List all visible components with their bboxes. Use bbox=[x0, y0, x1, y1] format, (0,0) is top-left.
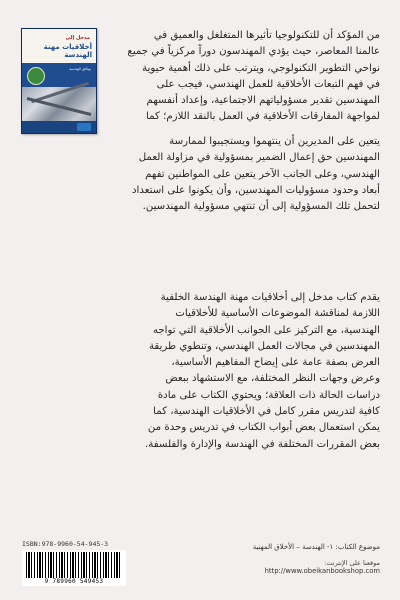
website-link[interactable]: http://www.obeikanbookshop.com bbox=[264, 567, 380, 575]
text-line: بعض المقررات المختلفة في الهندسة والإدارة والفلسفة. bbox=[145, 438, 380, 450]
text-line: من المؤكد أن للتكنولوجيا تأثيرها المتغلغل والعميق في bbox=[153, 30, 380, 41]
text-line: نواحي التطوير التكنولوجي، ويترتب على ذلك أهمية حيوية bbox=[142, 62, 380, 74]
text-line: المهندسين تقدير مسؤولياتهم الاجتماعية، وإعداد أنفسهم bbox=[146, 95, 380, 107]
text-line: وعرض وجهات النظر المختلفة، مع الاستشهاد ببعض bbox=[165, 373, 380, 385]
website-label: موقعنا على الإنترنت: bbox=[324, 559, 380, 567]
barcode-bars bbox=[26, 552, 122, 578]
cover-prefix: مدخل إلى bbox=[65, 35, 90, 41]
book-subject: موضوع الكتاب: ١- الهندسة – الأخلاق المهنية bbox=[252, 543, 380, 551]
barcode bbox=[22, 550, 126, 586]
text-line: دراسات الحالة ذات العلاقة؛ ويحتوي الكتاب على مادة bbox=[157, 389, 380, 401]
isbn-number: ISBN:978-9960-54-945-3 bbox=[22, 540, 109, 548]
publisher-info bbox=[180, 543, 380, 575]
text-line: كافية لتدريس مقرر كامل في الأخلاقيات الهندسية، كما bbox=[153, 406, 380, 418]
text-line: عالمنا المعاصر، حيث يؤدي المهندسون دوراً مركزياً في جميع bbox=[127, 46, 380, 58]
text-line: لمواجهة المفارقات الأخلاقية في العمل بالنقد اللازم؛ كما bbox=[146, 111, 380, 123]
text-line: يقدم كتاب مدخل إلى أخلاقيات مهنة الهندسة الخلفية bbox=[160, 292, 380, 303]
text-line: في فهم التبعات الأخلاقية للعمل الهندسي، فيجب على bbox=[156, 78, 380, 90]
text-line: الهندسي، وعلى الجانب الآخر يتعين على المواطنين تفهم bbox=[145, 168, 380, 180]
text-line: المهندسين حق إعمال الضمير بمسؤولية في مزاولة العمل bbox=[138, 152, 380, 164]
paragraph-2 bbox=[22, 290, 380, 540]
cover-authors: بوثائق الهندسة bbox=[69, 67, 91, 71]
text-line: المهندسين في مجالات العمل الهندسي، وتنطوي طريقة bbox=[148, 340, 380, 352]
text-line: العرض بصفة عامة على إيضاح المفاهيم الأساسية، bbox=[171, 357, 380, 369]
paragraph-1-top bbox=[108, 28, 380, 132]
text-line: أبعاد وحدود مسؤوليات المهندسين، وأن يكونوا على استعداد bbox=[131, 184, 380, 196]
text-line: يتعين على المديرين أن ينتهموا ويستجيبوا لممارسة bbox=[169, 136, 380, 147]
isbn-block bbox=[22, 540, 152, 590]
seal-icon bbox=[27, 67, 45, 85]
cover-title: أخلاقيات مهنة الهندسة bbox=[43, 43, 92, 59]
text-line: يمكن استعمال بعض أبواب الكتاب في تدريس وحدة من bbox=[147, 422, 380, 434]
book-cover-thumbnail bbox=[21, 28, 97, 134]
barcode-digits: 9 789960 549453 bbox=[44, 578, 104, 585]
text-line: اللازمة لمناقشة الموضوعات الأساسية للأخلاقيات bbox=[175, 308, 380, 320]
text-line: لتحمل تلك المسؤولية إلى أن تنتهي مسؤولية المهندسين. bbox=[142, 201, 380, 213]
publisher-logo-icon bbox=[77, 123, 91, 131]
text-line: الهندسية، مع التركيز على الجوانب الأخلاقية التي تواجه bbox=[152, 324, 380, 336]
